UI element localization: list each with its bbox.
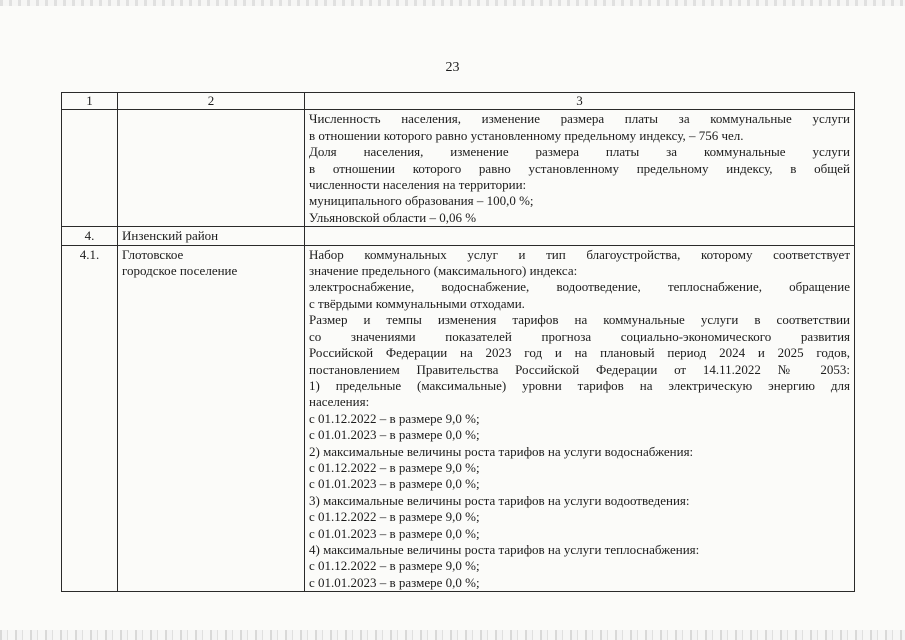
text-line: с 01.12.2022 – в размере 9,0 %; [309,509,480,525]
cell-number-empty [62,110,118,227]
text-line: Численность населения, изменение размера платы за коммунальные услуги [309,111,850,127]
text-line: с 01.12.2022 – в размере 9,0 %; [309,558,480,574]
text-line: 4) максимальные величины роста тарифов на услуги теплоснабжения: [309,541,700,557]
table-row-continuation [62,110,855,227]
text-line: Размер и темпы изменения тарифов на коммунальные услуги в соответствии [309,312,850,328]
text-line: с твёрдыми коммунальными отходами. [309,295,525,311]
settlement-name-line-1: Глотовское [122,246,184,262]
scan-edge-top [0,0,905,6]
text-line: постановлением Правительства Российской Федерации от 14.11.2022 № 2053: [309,361,850,377]
text-line: населения: [309,394,370,410]
text-line: 2) максимальные величины роста тарифов на услуги водоснабжения: [309,443,694,459]
scan-edge-bottom [0,630,905,640]
settlement-name [118,245,305,592]
cell-settlement-text [305,245,855,592]
document-table [61,92,855,592]
cell-continuation-text [305,110,855,227]
text-line: электроснабжение, водоснабжение, водоотведение, теплоснабжение, обращение [309,279,850,295]
text-line: Набор коммунальных услуг и тип благоустройства, которому соответствует [309,246,850,262]
header-col-3: 3 [305,93,855,110]
text-line: с 01.12.2022 – в размере 9,0 %; [309,410,480,426]
text-line: Ульяновской области – 0,06 % [309,209,477,225]
table-header-row [62,93,855,110]
settlement-name-line-2: городское поселение [122,263,238,279]
header-col-2: 2 [118,93,305,110]
text-line: 1) предельные (максимальные) уровни тарифов на электрическую энергию для [309,377,850,393]
text-line: с 01.01.2023 – в размере 0,0 %; [309,525,480,541]
header-col-1: 1 [62,93,118,110]
text-line: 3) максимальные величины роста тарифов на услуги водоотведения: [309,492,690,508]
district-empty-cell [305,227,855,245]
text-line: с 01.01.2023 – в размере 0,0 %; [309,427,480,443]
district-number: 4. [62,227,118,245]
text-line: с 01.12.2022 – в размере 9,0 %; [309,459,480,475]
text-line: муниципального образования – 100,0 %; [309,193,534,209]
text-line: со значениями показателей прогноза социально-экономического развития [309,328,850,344]
table-row-district [62,227,855,245]
text-line: с 01.01.2023 – в размере 0,0 %; [309,476,480,492]
page-number: 23 [445,60,460,75]
district-name: Инзенский район [118,227,305,245]
text-line: в отношении которого равно установленному предельному индексу, – 756 чел. [309,127,744,143]
text-line: в отношении которого равно установленному предельному индексу, в общей [309,160,850,176]
text-line: с 01.01.2023 – в размере 0,0 %; [309,574,480,590]
text-line: Российской Федерации на 2023 год и на плановый период 2024 и 2025 годов, [309,345,850,361]
cell-name-empty [118,110,305,227]
settlement-number: 4.1. [62,245,118,592]
text-line: значение предельного (максимального) индекса: [309,263,578,279]
text-line: Доля населения, изменение размера платы за коммунальные услуги [309,144,850,160]
text-line: численности населения на территории: [309,177,527,193]
table-row-settlement [62,245,855,592]
